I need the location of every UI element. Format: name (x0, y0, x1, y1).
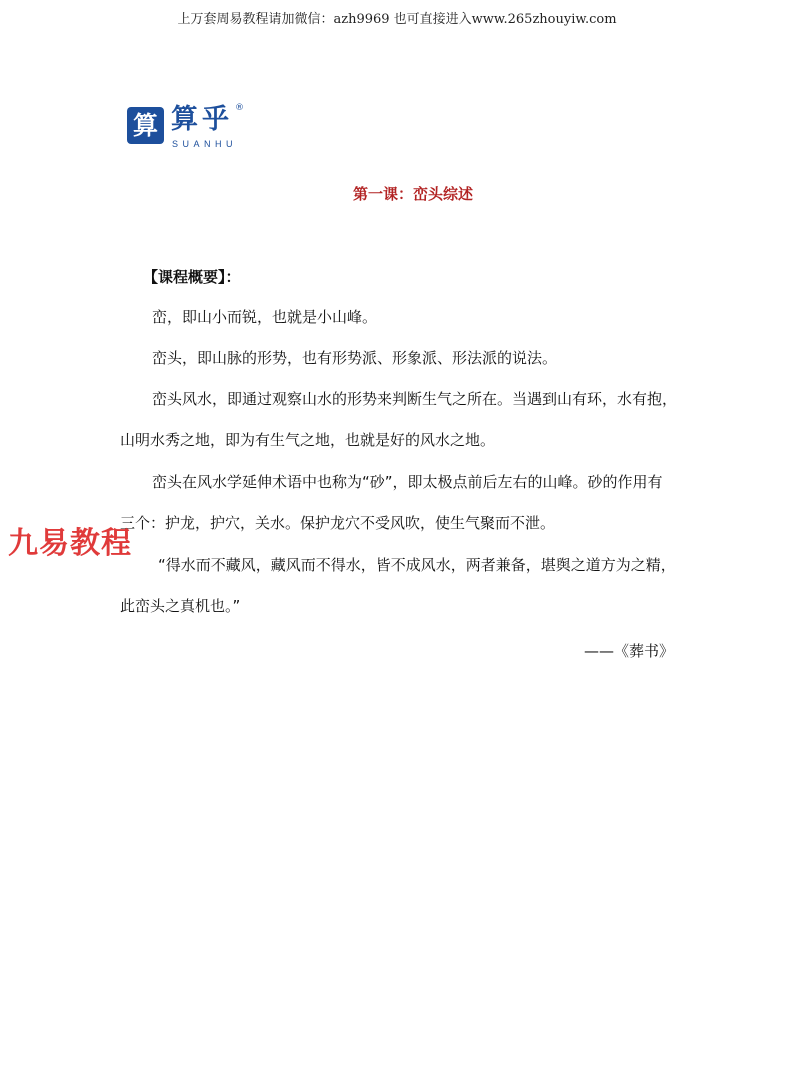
header-notice: 上万套周易教程请加微信：azh9969 也可直接进入www.265zhouyiw.com (177, 12, 617, 27)
paragraph-line: 峦头在风水学延伸术语中也称为“砂”，即太极点前后左右的山峰。砂的作用有 (152, 473, 663, 491)
paragraph-2 (120, 338, 680, 379)
quote-attribution: ——《葬书》 (584, 642, 675, 660)
paragraph-1 (120, 297, 680, 338)
paragraph-5 (120, 545, 680, 627)
logo-name: 算乎 (171, 104, 233, 135)
paragraph-line: 三个：护龙，护穴，关水。保护龙穴不受风吹，使生气聚而不泄。 (120, 514, 556, 532)
logo-mark-icon: 算 (127, 107, 164, 144)
paragraph-line: 峦头风水，即通过观察山水的形势来判断生气之所在。当遇到山有环，水有抱， (152, 390, 678, 408)
paragraph-line: 峦，即山小而锐，也就是小山峰。 (152, 308, 378, 326)
paragraph-4 (120, 462, 680, 544)
paragraph-line: 峦头，即山脉的形势，也有形势派、形象派、形法派的说法。 (152, 349, 558, 367)
paragraph-3 (120, 379, 680, 461)
paragraph-line: 此峦头之真机也。” (120, 597, 241, 615)
registered-mark: ® (235, 103, 244, 113)
overview-label: 【课程概要】： (143, 268, 241, 286)
logo-subtitle: SUANHU (172, 139, 238, 149)
paragraph-line: “得水而不藏风，藏风而不得水，皆不成风水，两者兼备，堪舆之道方为之精， (158, 556, 676, 574)
suanhu-logo (127, 103, 267, 153)
lesson-title: 第一课：峦头综述 (352, 185, 473, 203)
paragraph-line: 山明水秀之地，即为有生气之地，也就是好的风水之地。 (120, 431, 496, 449)
watermark-label: 九易教程 (8, 526, 132, 561)
